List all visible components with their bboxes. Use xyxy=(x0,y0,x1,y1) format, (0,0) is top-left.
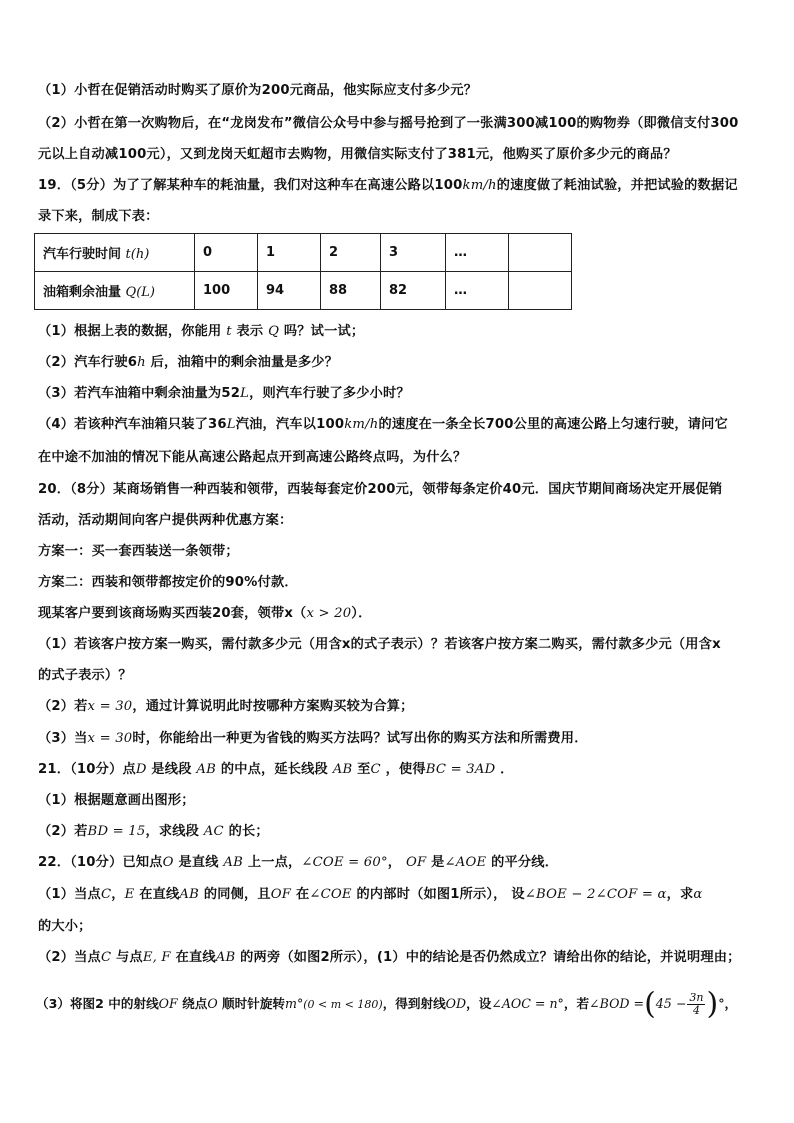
q19-sub1: （1）根据上表的数据，你能用 t 表示 Q 吗？试一试； xyxy=(38,324,365,339)
q18-part2-line2: 元以上自动减100元），又到龙岗天虹超市去购物，用微信实际支付了381元，他购买了原价多少元的商品？ xyxy=(38,147,677,162)
left-paren: ( xyxy=(644,986,656,1022)
fuel-table xyxy=(34,233,572,310)
q20-sub1-line2: 的式子表示）？ xyxy=(38,668,132,683)
q20-line1: 20．（8分）某商场销售一种西装和领带，西装每套定价200元，领带每条定价40元．国庆节期间商场决定开展促销 xyxy=(38,482,723,497)
q22-sub1-line2: 的大小； xyxy=(38,919,92,934)
q22-sub2: （2）当点C 与点E, F 在直线AB 的两旁（如图2所示），(1）中的结论是否仍然成立？请给出你的结论，并说明理由； xyxy=(38,950,741,965)
table-cell: 0 xyxy=(195,234,258,272)
table-cell xyxy=(509,234,572,272)
q19-sub4-line2: 在中途不加油的情况下能从高速公路起点开到高速公路终点吗，为什么？ xyxy=(38,450,467,465)
q20-plan1: 方案一：买一套西装送一条领带； xyxy=(38,544,239,559)
q19-sub3: （3）若汽车油箱中剩余油量为52L，则汽车行驶了多少小时？ xyxy=(38,386,410,401)
table-cell: 100 xyxy=(195,272,258,310)
q21-sub2: （2）若BD = 15，求线段 AC 的长； xyxy=(38,824,269,839)
q18-part1: （1）小哲在促销活动时购买了原价为200元商品，他实际应支付多少元？ xyxy=(38,83,478,98)
table-header-cell: 油箱剩余油量 Q(L) xyxy=(35,272,195,310)
q21-line1: 21．（10分）点D 是线段 AB 的中点，延长线段 AB 至C ，使得BC = 3AD ． xyxy=(38,762,514,777)
table-cell: 1 xyxy=(258,234,321,272)
q20-sub3: （3）当x = 30时，你能给出一种更为省钱的购买方法吗？试写出你的购买方法和所需费用． xyxy=(38,731,588,746)
table-cell: 3 xyxy=(381,234,446,272)
q18-part2-line1: （2）小哲在第一次购物后，在“龙岗发布”微信公众号中参与摇号抢到了一张满300减100的购物券（即微信支付300 xyxy=(38,116,739,131)
table-cell xyxy=(509,272,572,310)
table-cell: … xyxy=(446,234,509,272)
q20-line2: 活动，活动期间向客户提供两种优惠方案： xyxy=(38,513,293,528)
q19-sub4-line1: （4）若该种汽车油箱只装了36L汽油，汽车以100km/h的速度在一条全长700公里的高速公路上匀速行驶，请问它 xyxy=(38,417,728,432)
q20-plan2: 方案二：西装和领带都按定价的90%付款． xyxy=(38,575,298,590)
q19-sub2: （2）汽车行驶6h 后，油箱中的剩余油量是多少？ xyxy=(38,355,339,370)
q22-line1: 22．（10分）已知点O 是直线 AB 上一点，∠COE = 60°， OF 是∠AOE 的平分线． xyxy=(38,855,559,870)
right-paren: ) xyxy=(706,986,719,1022)
q19-intro-line1: 19．（5分）为了了解某种车的耗油量，我们对这种车在高速公路以100km/h的速度做了耗油试验，并把试验的数据记 xyxy=(38,178,738,193)
q22-sub1-line1: （1）当点C，E 在直线AB 的同侧，且OF 在∠COE 的内部时（如图1所示）， 设∠BOE − 2∠COF = α，求α xyxy=(38,887,703,902)
q22-sub3: （3）将图2 中的射线OF 绕点O 顺时针旋转m°(0 < m < 180)，得到射线OD，设∠AOC = n°，若∠BOD =(45 − $\frac{3n}{4}$ )°， xyxy=(36,986,738,1022)
table-cell: 88 xyxy=(321,272,381,310)
table-cell: … xyxy=(446,272,509,310)
table-cell: 94 xyxy=(258,272,321,310)
table-row xyxy=(35,234,572,272)
fraction: $\frac{3n}{4}$ xyxy=(689,991,704,1017)
table-row xyxy=(35,272,572,310)
q19-intro-line2: 录下来，制成下表： xyxy=(38,209,159,224)
q20-sub2: （2）若x = 30，通过计算说明此时按哪种方案购买较为合算； xyxy=(38,699,414,714)
table-cell: 82 xyxy=(381,272,446,310)
table-header-cell: 汽车行驶时间 t(h) xyxy=(35,234,195,272)
q20-sub1-line1: （1）若该客户按方案一购买，需付款多少元（用含x的式子表示）？若该客户按方案二购买，需付款多少元（用含x xyxy=(38,637,721,652)
q21-sub1: （1）根据题意画出图形； xyxy=(38,793,195,808)
table-cell: 2 xyxy=(321,234,381,272)
q20-line5: 现某客户要到该商场购买西装20套，领带x（x > 20）． xyxy=(38,606,372,621)
